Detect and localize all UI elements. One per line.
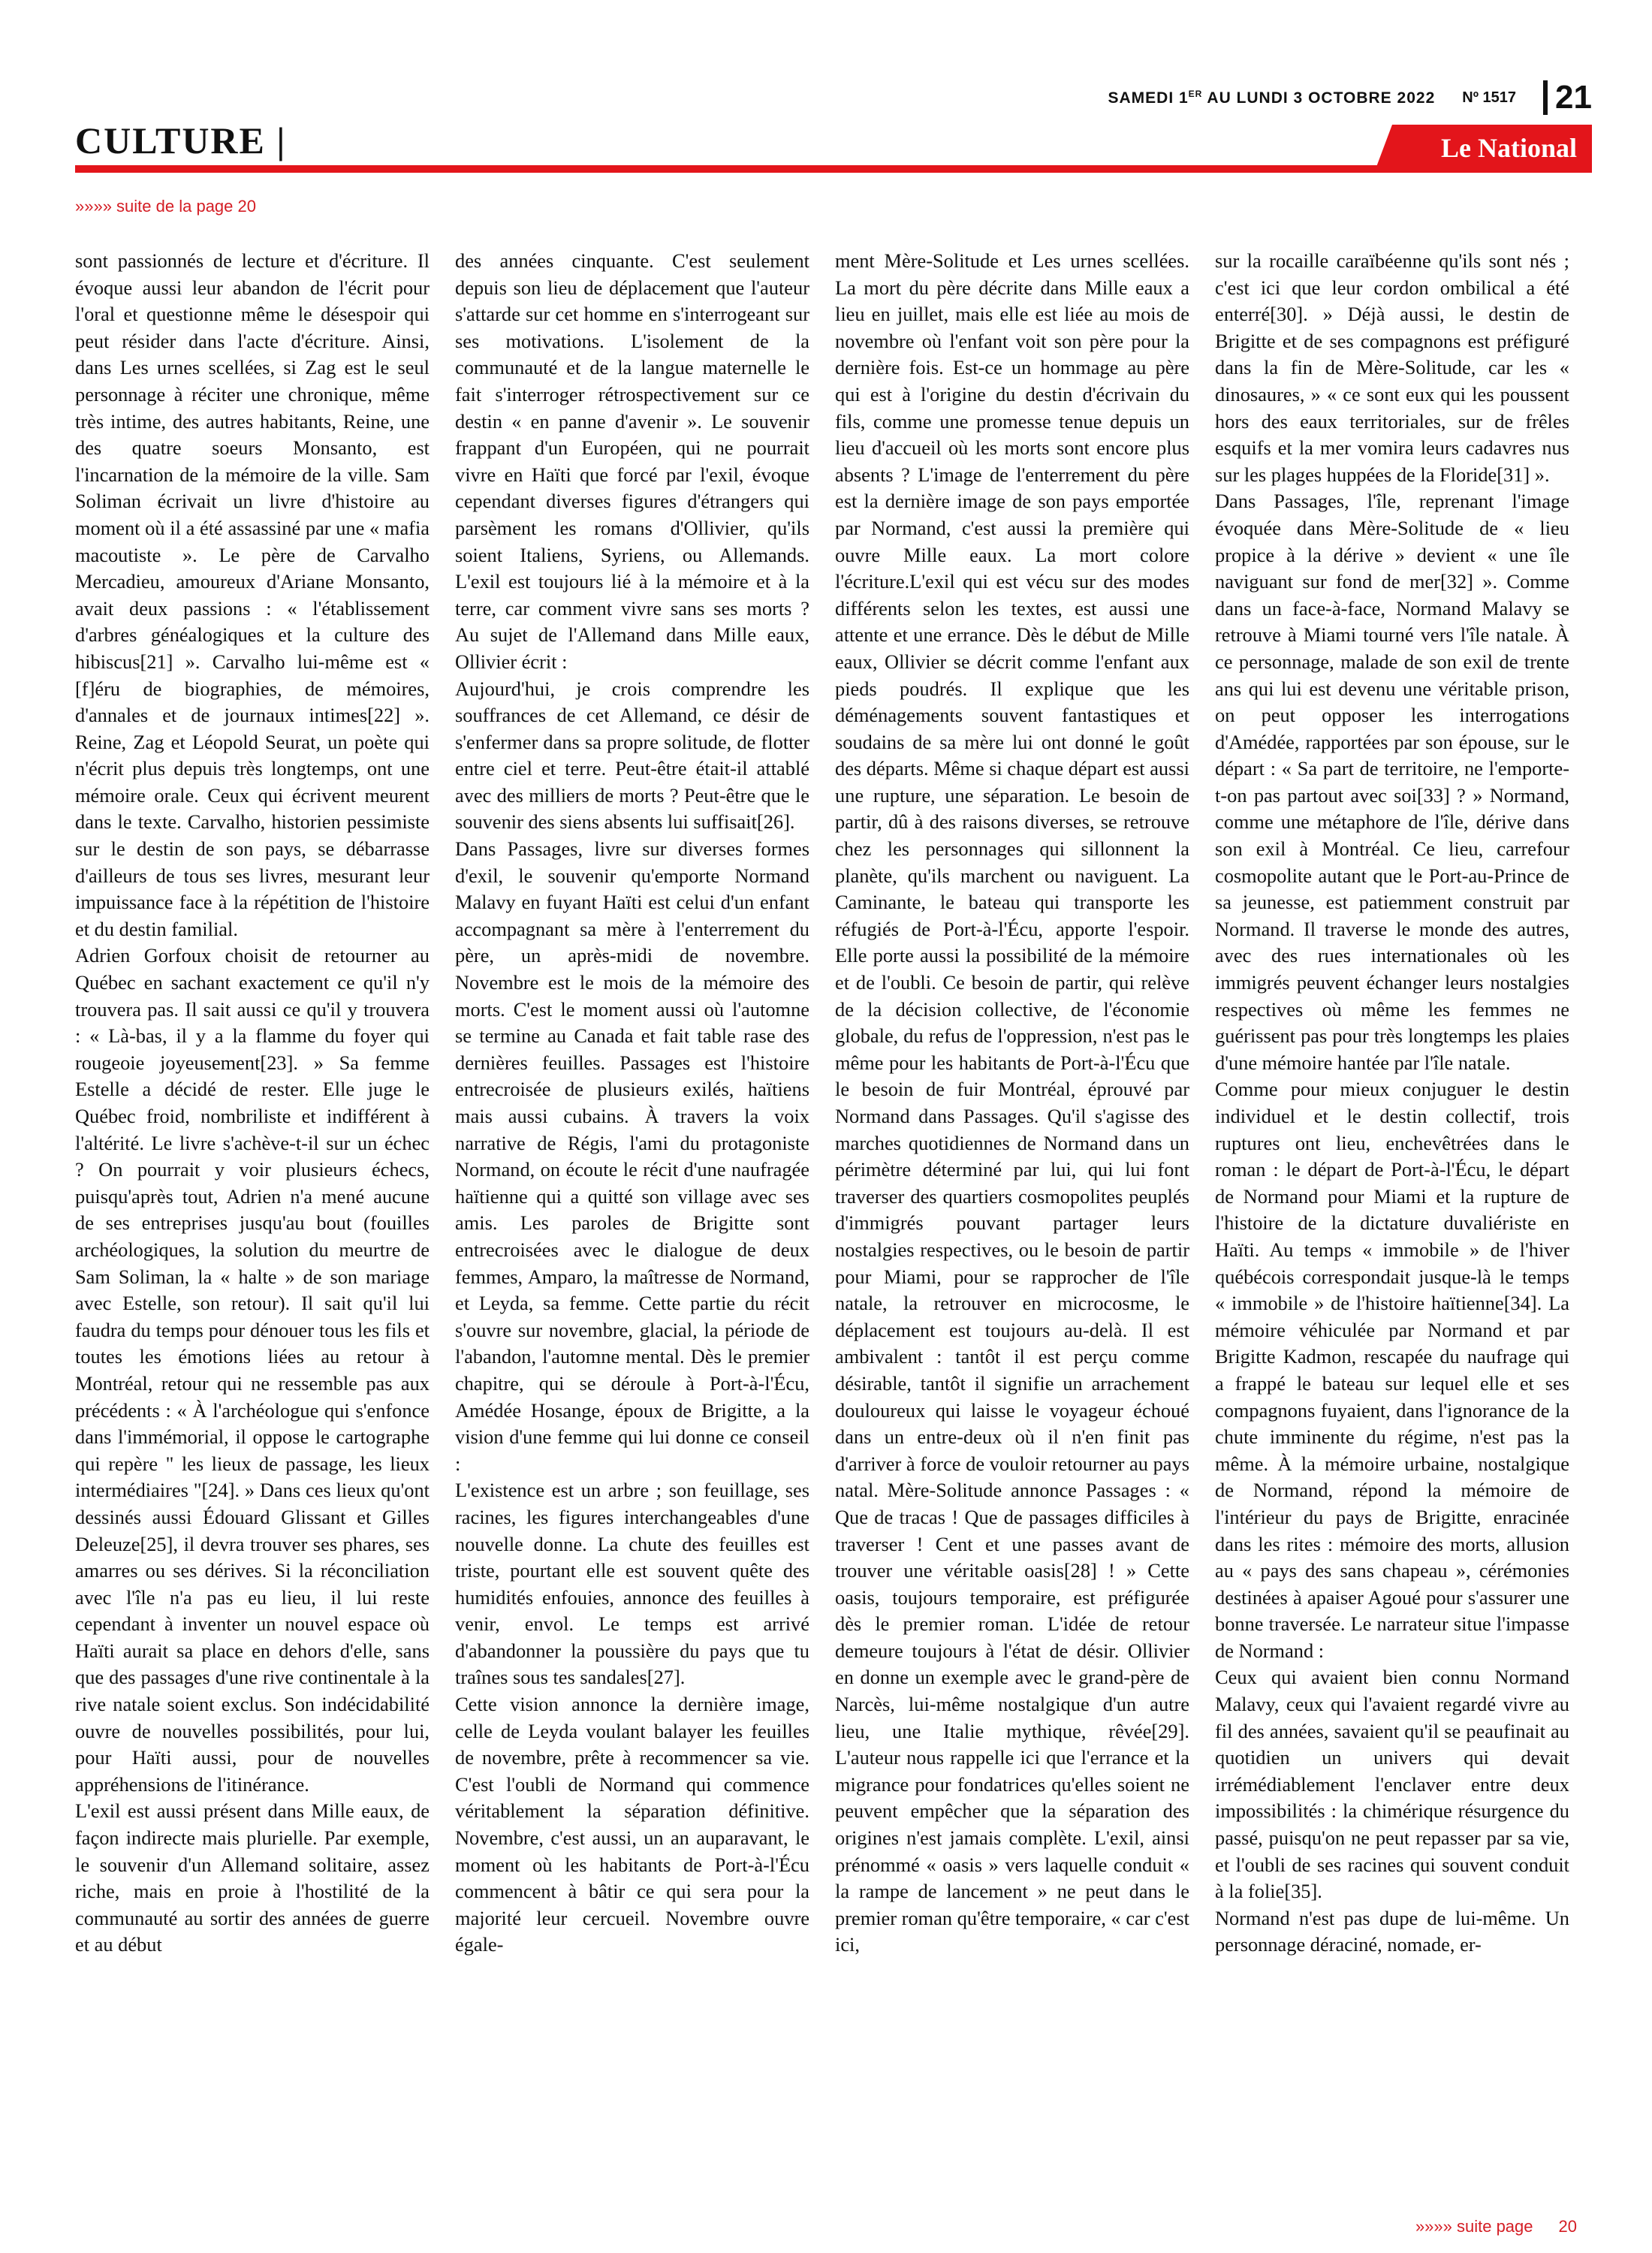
article-column-4	[1215, 248, 1569, 2200]
masthead-right	[1108, 78, 1592, 117]
page-number: 21	[1555, 79, 1592, 116]
article-column-2	[455, 248, 809, 2200]
paragraph: L'exil est aussi présent dans Mille eaux, de façon indirecte mais plurielle. Par exemple, le souvenir d'un Allemand solitaire, assez riche, mais en proie à l'hostilité de la communauté au sortir des années de guerre et au début	[75, 1799, 430, 1956]
date-part: SAMEDI 1	[1108, 89, 1189, 107]
brand-name: Le National	[1440, 133, 1577, 163]
page-number-block	[1543, 78, 1592, 117]
paragraph: des années cinquante. C'est seulement depuis son lieu de déplacement que l'auteur s'attarde sur cet homme en s'interrogeant sur ses motivations. L'isolement de la communauté et de la langue maternelle le fait s'interroger rétrospectivement sur ce destin « en panne d'avenir ». Le souvenir frappant d'un Européen, qui ne pourrait vivre en Haïti que forcé par l'exil, évoque cependant diverses figures d'étrangers qui parsèment les romans d'Ollivier, qu'ils soient Italiens, Syriens, ou Allemands. L'exil est toujours lié à la mémoire et à la terre, car comment vivre sans ses morts ? Au sujet de l'Allemand dans Mille eaux, Ollivier écrit :	[455, 249, 809, 673]
paragraph: Comme pour mieux conjuguer le destin individuel et le destin collectif, trois ruptures ont lieu, enchevêtrées dans le roman : le départ de Port-à-l'Écu, le départ de Normand pour Miami et la rupture de l'histoire de la dictature duvaliériste en Haïti. Au temps « immobile » de l'hiver québécois correspondait jusque-là le temps « immobile » de l'histoire haïtienne[34]. La mémoire véhiculée par Normand et par Brigitte Kadmon, rescapée du naufrage qui a frappé le bateau sur lequel elle et ses compagnons fuyaient, dans l'ignorance de la chute imminente du régime, n'est pas la même. À la mémoire urbaine, nostalgique de Normand, répond la mémoire de l'intérieur du pays de Brigitte, enracinée dans les rites : mémoire des morts, allusion au « pays des sans chapeau », cérémonies destinées à apaiser Agoué pour s'assurer une bonne traversée. Le narrateur situe l'impasse de Normand :	[1215, 1078, 1569, 1662]
block-quote: Aujourd'hui, je crois comprendre les souffrances de cet Allemand, ce désir de s'enfermer dans sa propre solitude, de flotter entre ciel et terre. Peut-être était-il attablé avec des milliers de morts ? Peut-être que le souvenir des siens absents lui suffisait[26].	[455, 677, 809, 834]
paragraph: sur la rocaille caraïbéenne qu'ils sont nés ; c'est ici que leur cordon ombilical a été enterré[30]. » Déjà aussi, le destin de Brigitte et de ses compagnons est préfiguré dans la fin de Mère-Solitude, car les « dinosaures, » « ce sont eux qui les poussent hors des eaux territoriales, sur de frêles esquifs et la mer vomira leurs cadavres nus sur les plages huppées de la Floride[31] ».	[1215, 249, 1569, 486]
paragraph: ment Mère-Solitude et Les urnes scellées. La mort du père décrite dans Mille eaux a lieu en juillet, mais elle est liée au mois de novembre où l'enfant voit son père pour la dernière fois. Est-ce un hommage au père qui est à l'origine du destin d'écrivain du fils, comme une promesse tenue depuis un lieu d'accueil où les morts sont encore plus absents ? L'image de l'enterrement du père est la dernière image de son pays emportée par Normand, c'est aussi la première qui ouvre Mille eaux. La mort colore l'écriture.L'exil qui est vécu sur des modes différents selon les textes, est aussi une attente et une errance. Dès le début de Mille eaux, Ollivier se décrit comme l'enfant aux pieds poudrés. Il explique que les déménagements souvent fantastiques et soudains de sa mère lui ont donné le goût des départs. Même si chaque départ est aussi une rupture, une séparation. Le besoin de partir, dû à des raisons diverses, se retrouve chez les personnages qui sillonnent la planète, qu'ils marchent ou naviguent. La Caminante, le bateau qui transporte les réfugiés de Port-à-l'Écu, apporte l'espoir. Elle porte aussi la possibilité de la mémoire et de l'oubli. Ce besoin de partir, qui relève de la décision collective, de l'économie globale, du refus de l'oppression, n'est pas le même pour les habitants de Port-à-l'Écu que le besoin de fuir Montréal, éprouvé par Normand dans Passages. Qu'il s'agisse des marches quotidiennes de Normand dans un périmètre déterminé par lui, qui lui font traverser des quartiers cosmopolites peuplés d'immigrés pouvant partager leurs nostalgies respectives, ou le besoin de partir pour Miami, pour se rapprocher de l'île natale, la retrouver en microcosme, le déplacement est toujours au-delà. Il est ambivalent : tantôt il est perçu comme désirable, tantôt il signifie un arrachement douloureux qui laisse le voyageur échoué dans un entre-deux où il n'en finit pas d'arriver à force de vouloir retourner au pays natal. Mère-Solitude annonce Passages : « Que de tracas ! Que de passages difficiles à traverser ! Cent et une passes avant de trouver une véritable oasis[28] ! » Cette oasis, toujours temporaire, est préfigurée dès le premier roman. L'idée de retour demeure toujours à l'état de désir. Ollivier en donne un exemple avec le grand-père de Narcès, lui-même nostalgique d'un autre lieu, une Italie mythique, rêvée[29]. L'auteur nous rappelle ici que l'errance et la migrance pour fondatrices qu'elles soient ne peuvent empêcher que la séparation des origines n'est jamais complète. L'exil, ainsi prénommé « oasis » vers laquelle conduit « la rampe de lancement » ne peut dans le premier roman qu'être temporaire, « car c'est ici,	[835, 249, 1189, 1956]
date-sup: ER	[1188, 88, 1203, 99]
paragraph: Dans Passages, livre sur diverses formes d'exil, le souvenir qu'emporte Normand Malavy en fuyant Haïti est celui d'un enfant accompagnant sa mère à l'enterrement du père, un après-midi de novembre. Novembre est le mois de la mémoire des morts. C'est le moment aussi où l'automne se termine au Canada et fait table rase des dernières feuilles. Passages est l'histoire entrecroisée de plusieurs exilés, haïtiens mais aussi cubains. À travers la voix narrative de Régis, l'ami du protagoniste Normand, on écoute le récit d'une naufragée haïtienne qui a quitté son village avec ses amis. Les paroles de Brigitte sont entrecroisées avec le dialogue de deux femmes, Amparo, la maîtresse de Normand, et Leyda, sa femme. Cette partie du récit s'ouvre sur novembre, glacial, la période de l'abandon, l'automne mental. Dès le premier chapitre, qui se déroule à Port-à-l'Écu, Amédée Hosange, époux de Brigitte, a la vision d'une femme qui lui donne ce conseil :	[455, 837, 809, 1475]
date-part-rest: AU LUNDI 3 OCTOBRE 2022	[1202, 89, 1436, 107]
issue-number: Nº 1517	[1462, 89, 1517, 106]
continued-on-label: »»»» suite page	[1415, 2217, 1533, 2236]
paragraph: Normand n'est pas dupe de lui-même. Un personnage déraciné, nomade, er-	[1215, 1906, 1569, 1956]
block-quote: Ceux qui avaient bien connu Normand Malavy, ceux qui l'avaient regardé vivre au fil des années, savaient qu'il se peaufinait au quotidien un univers qui devait irrémédiablement l'enclaver entre deux impossibilités : la chimérique résurgence du passé, puisqu'on ne peut repasser par sa vie, et l'oubli de ses racines qui souvent conduit à la folie[35].	[1215, 1666, 1569, 1903]
article-column-3	[835, 248, 1189, 2200]
issue-date	[1108, 89, 1435, 107]
paragraph: sont passionnés de lecture et d'écriture. Il évoque aussi leur abandon de l'écrit pour l'oral et questionne même le désespoir qui peut résider dans l'acte d'écriture. Ainsi, dans Les urnes scellées, si Zag est le seul personnage à réciter une chronique, même très intime, des autres habitants, Reine, une des quatre soeurs Monsanto, est l'incarnation de la mémoire de la ville. Sam Soliman écrivait un livre d'histoire au moment où il a été assassiné par une « mafia macoutiste ». Le père de Carvalho Mercadieu, amoureux d'Ariane Monsanto, avait deux passions : « l'établissement d'arbres généalogiques et la culture des hibiscus[21] ». Carvalho lui-même est « [f]éru de biographies, de mémoires, d'annales et de journaux intimes[22] ». Reine, Zag et Léopold Seurat, un poète qui n'écrit plus depuis très longtemps, ont une mémoire orale. Ceux qui écrivent meurent dans le texte. Carvalho, historien pessimiste sur le destin de son pays, se débarrasse d'ailleurs de tous ses livres, mesurant leur impuissance face à la répétition de l'histoire et du destin familial.	[75, 249, 430, 940]
continued-on-page: 20	[1558, 2217, 1577, 2236]
header-rule	[75, 165, 1577, 173]
paragraph: Adrien Gorfoux choisit de retourner au Québec en sachant exactement ce qu'il n'y trouvera pas. Il sait aussi ce qu'il y trouvera : « Là-bas, il y a la flamme du foyer qui rougeoie joyeusement[23]. » Sa femme Estelle a décidé de rester. Elle juge le Québec froid, nombriliste et indifférent à l'altérité. Le livre s'achève-t-il sur un échec ? On pourrait y voir plusieurs échecs, puisqu'après tout, Adrien n'a mené aucune de ses entreprises jusqu'au bout (fouilles archéologiques, la solution du meurtre de Sam Soliman, la « halte » de son mariage avec Estelle, son retour). Il sait qu'il lui faudra du temps pour dénouer tous les fils et toutes les émotions liées au retour à Montréal, retour qui ne ressemble pas aux précédents : « À l'archéologue qui s'enfonce dans l'immémorial, il oppose le cartographe qui repère " les lieux de passage, les lieux intermédiaires "[24]. » Dans ces lieux qu'ont dessinés aussi Édouard Glissant et Gilles Deleuze[25], il devra trouver ses phares, ses amarres ou ses dérives. Si la réconciliation avec l'île n'a pas eu lieu, il lui reste cependant à inventer un nouvel espace où Haïti aurait sa place en dehors d'elle, sans que des passages d'une rive continentale à la rive natale soient exclus. Son indécidabilité ouvre de nouvelles possibilités, pour lui, pour Haïti aussi, pour de nouvelles appréhensions de l'itinérance.	[75, 944, 430, 1796]
continued-on-link[interactable]	[1415, 2217, 1577, 2236]
page-number-divider	[1543, 80, 1548, 115]
paragraph: Dans Passages, l'île, reprenant l'image évoquée dans Mère-Solitude de « lieu propice à la dérive » devient « une île naviguant sur fond de mer[32] ». Comme dans un face-à-face, Normand Malavy se retrouve à Miami tourné vers l'île natale. À ce personnage, malade de son exil de trente ans qui lui est devenu une véritable prison, on peut opposer les interrogations d'Amédée, rapportées par son épouse, sur le départ : « Sa part de territoire, ne l'emporte-t-on pas partout avec soi[33] ? » Normand, comme une métaphore de l'île, dérive dans son exil à Montréal. Ce lieu, carrefour cosmopolite autant que le Port-au-Prince de sa jeunesse, est patiemment construit par Normand. Il traverse le monde des autres, avec des rues internationales où les immigrés peuvent échanger leurs nostalgies respectives où même les femmes ne guérissent pas pour très longtemps les plaies d'une mémoire hantée par l'île natale.	[1215, 490, 1569, 1074]
section-title: CULTURE |	[75, 119, 287, 161]
article-column-1	[75, 248, 430, 2200]
paragraph: Cette vision annonce la dernière image, celle de Leyda voulant balayer les feuilles de novembre, prête à recommencer sa vie. C'est l'oubli de Normand qui commence véritablement la séparation définitive. Novembre, c'est aussi, un an auparavant, le moment où les habitants de Port-à-l'Écu commencent à bâtir ce qui sera pour la majorité leur cercueil. Novembre ouvre égale-	[455, 1693, 809, 1956]
block-quote: L'existence est un arbre ; son feuillage, ses racines, les figures interchangeables d'une nouvelle donne. La chute des feuilles est triste, pourtant elle est souvent quête des humidités enfouies, annonce des feuilles à venir, envol. Le temps est arrivé d'abandonner la poussière du pays que tu traînes sous tes sandales[27].	[455, 1479, 809, 1689]
continued-from-link[interactable]: »»»» suite de la page 20	[75, 197, 256, 216]
